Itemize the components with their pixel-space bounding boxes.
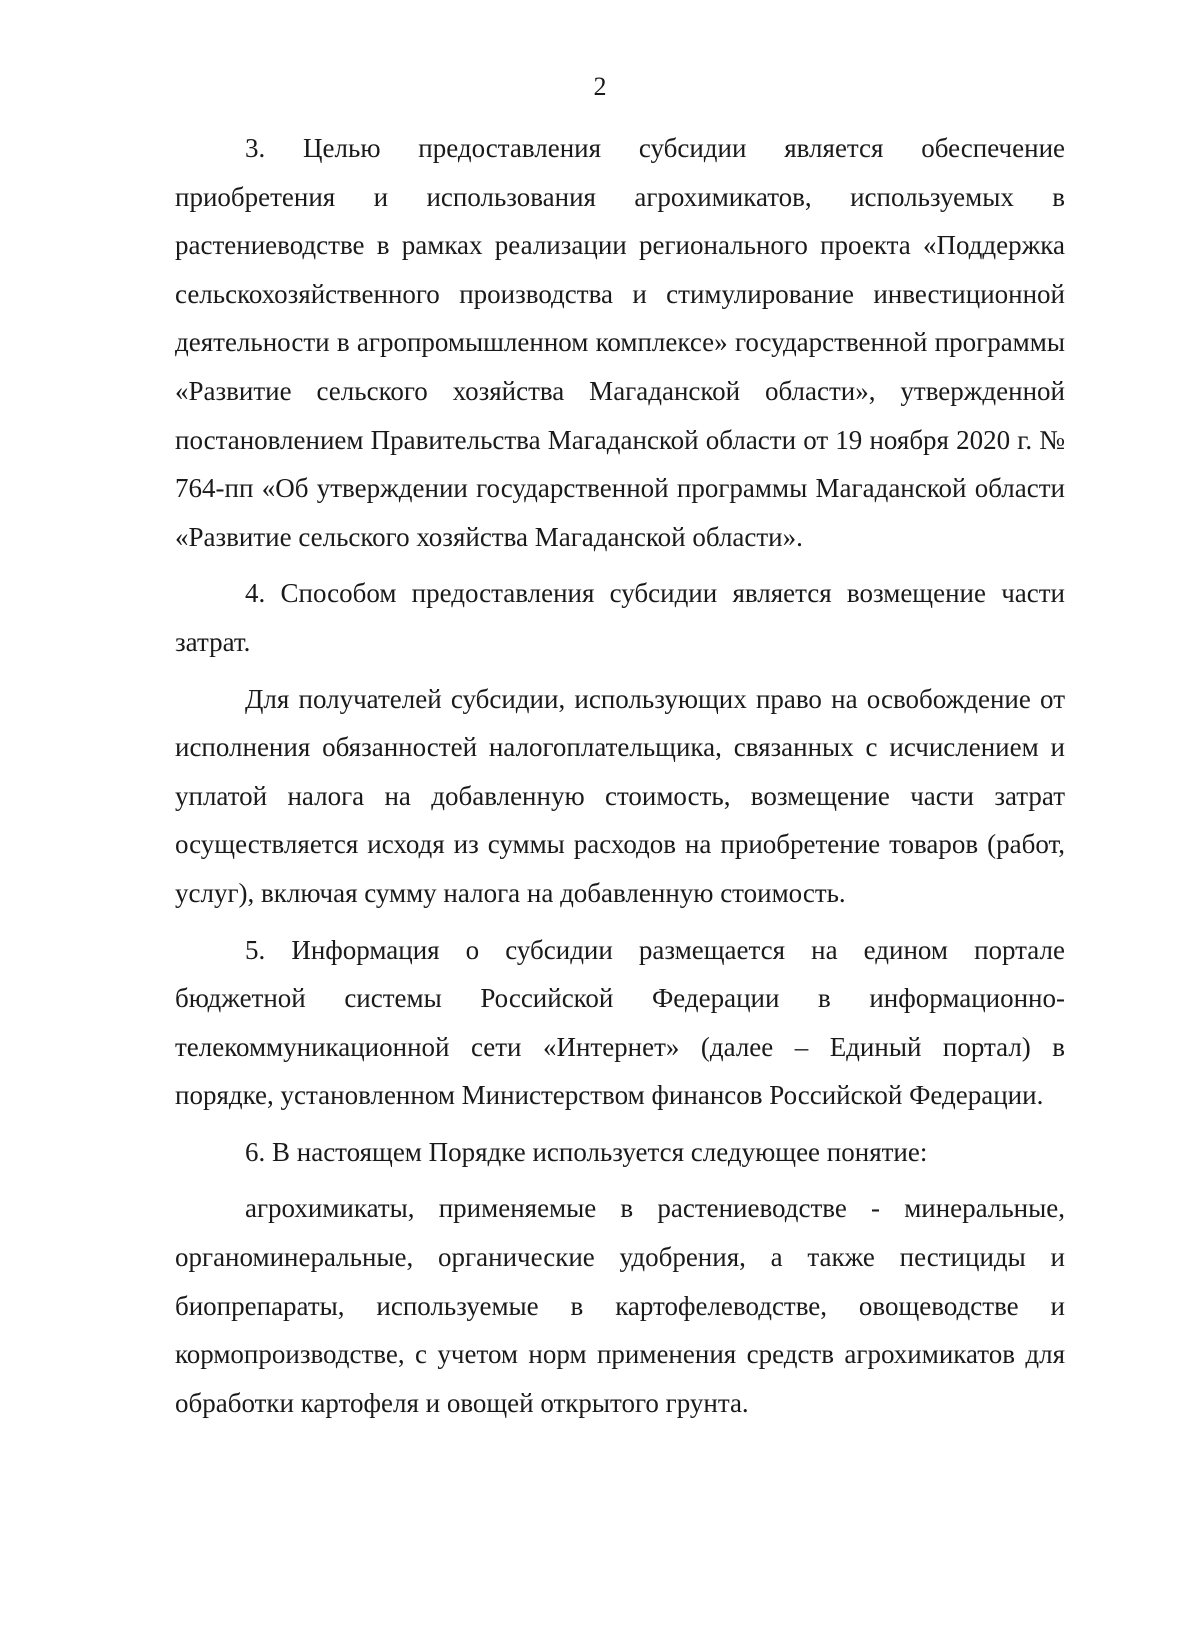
page-number: 2 bbox=[593, 72, 607, 101]
paragraph-5-information: 5. Информация о субсидии размещается на едином портале бюджетной системы Российской Федерации в информационно-телекоммуникационной сети «Интернет» (далее – Единый портал) в порядке, установленном Министерством финансов Российской Федерации. bbox=[175, 934, 1065, 1111]
paragraph-3-purpose: 3. Целью предоставления субсидии является обеспечение приобретения и использования агрохимикатов, используемых в растениеводстве в рамках реализации регионального проекта «Поддержка сельскохозяйственного производства и стимулирование инвестиционной деятельности в агропромышленном комплексе» государственной программы «Развитие сельского хозяйства Магаданской области», утвержденной постановлением Правительства Магаданской области от 19 ноября 2020 г. № 764-пп «Об утверждении государственной программы Магаданской области «Развитие сельского хозяйства Магаданской области». bbox=[175, 133, 1065, 552]
paragraph-definition-agrochemicals: агрохимикаты, применяемые в растениеводстве - минеральные, органоминеральные, органические удобрения, а также пестициды и биопрепараты, используемые в картофелеводстве, овощеводстве и кормопроизводстве, с учетом норм применения средств агрохимикатов для обработки картофеля и овощей открытого грунта. bbox=[175, 1193, 1065, 1418]
paragraph-vat-exemption: Для получателей субсидии, использующих право на освобождение от исполнения обязанностей налогоплательщика, связанных с исчислением и уплатой налога на добавленную стоимость, возмещение части затрат осуществляется исходя из суммы расходов на приобретение товаров (работ, услуг), включая сумму налога на добавленную стоимость. bbox=[175, 683, 1065, 908]
document-body bbox=[175, 124, 1065, 1427]
paragraph-6-definitions: 6. В настоящем Порядке используется следующее понятие: bbox=[245, 1136, 928, 1167]
paragraph-4-method: 4. Способом предоставления субсидии является возмещение части затрат. bbox=[175, 578, 1065, 657]
